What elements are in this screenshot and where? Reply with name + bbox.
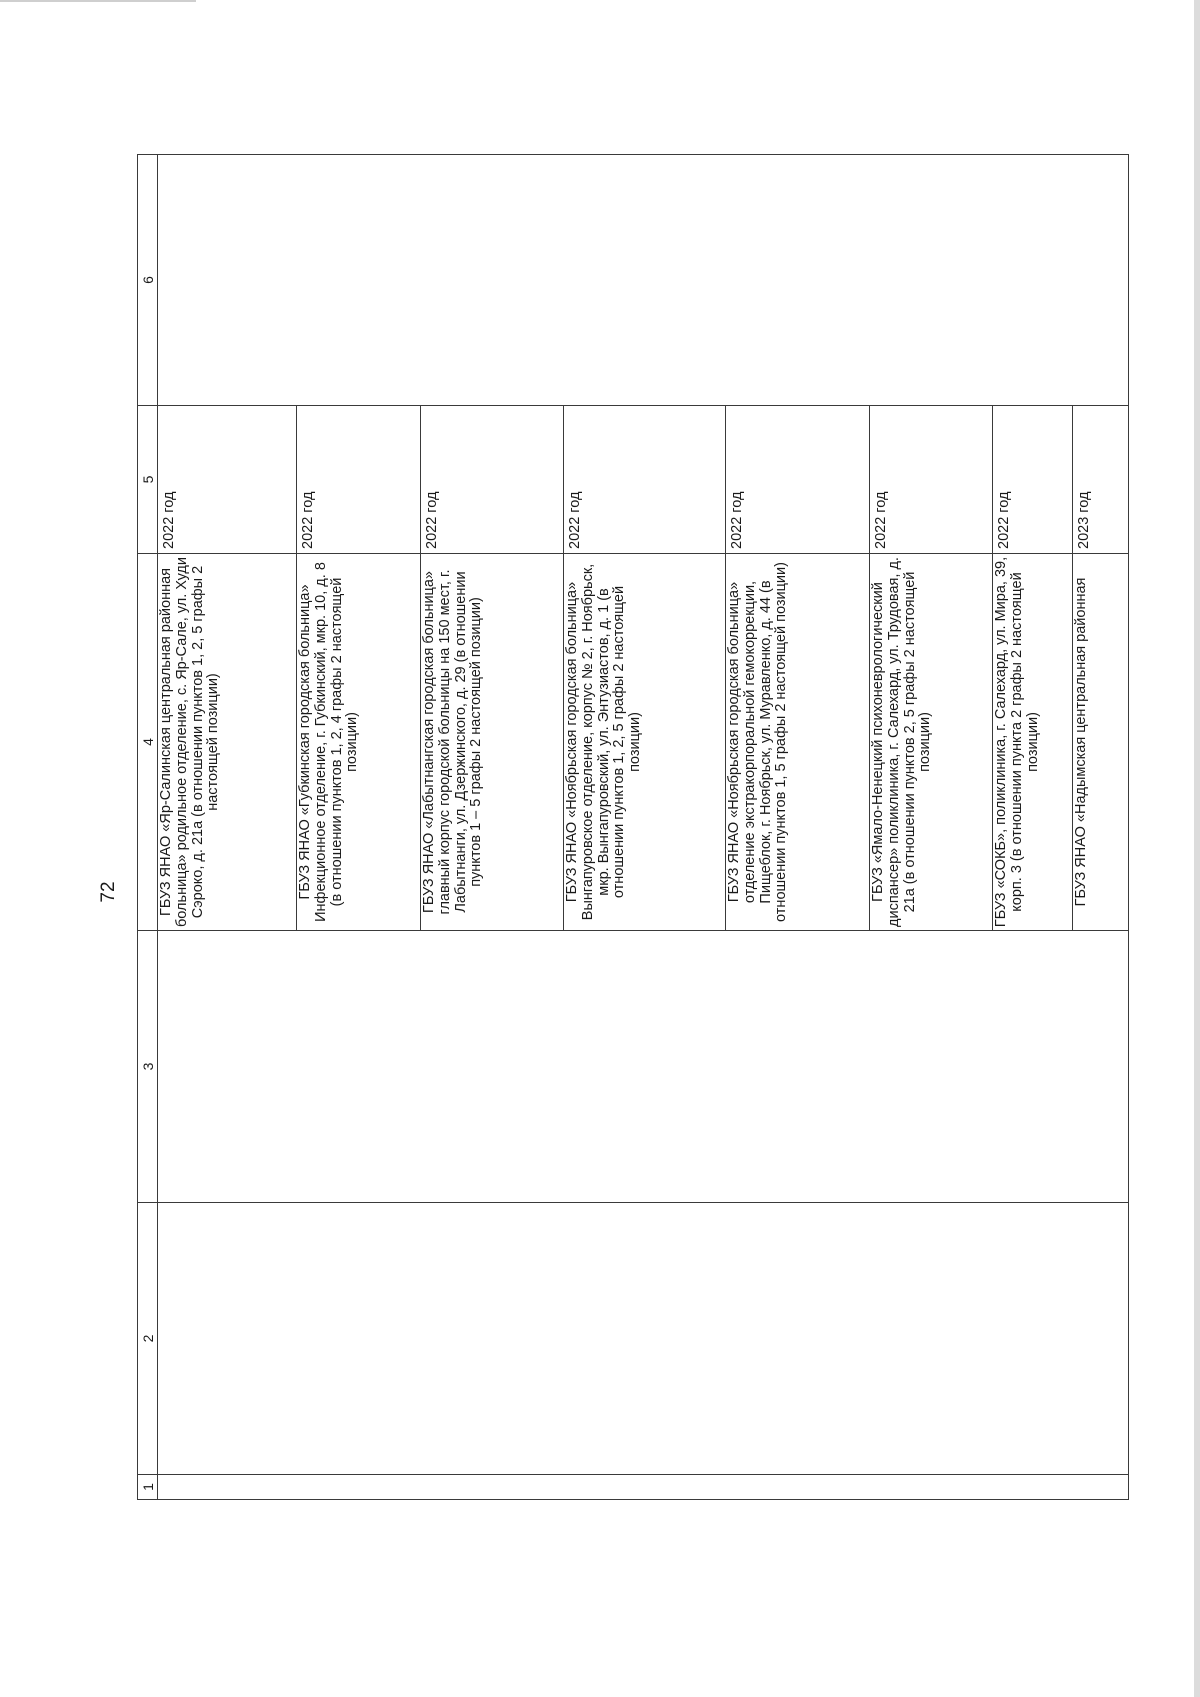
column-header-1: 1 <box>138 1475 158 1500</box>
scan-right-edge <box>1194 0 1200 1697</box>
year-cell: 2022 год <box>421 406 564 554</box>
column-header-3: 3 <box>138 931 158 1203</box>
facility-cell: ГБУЗ «Ямало-Ненецкий психоневрологический диспансер» поликлиника, г. Салехард, ул. Трудовая, д. 21а (в отношении пунктов 2, 5 графы 2 настоящей позиции) <box>870 554 993 931</box>
year-cell: 2022 год <box>993 406 1073 554</box>
facilities-table <box>137 154 1129 1500</box>
scan-top-line <box>0 0 196 2</box>
table-header-row <box>138 155 158 1500</box>
cell-col2 <box>158 1203 1129 1475</box>
rotated-table-wrapper <box>137 155 1127 1500</box>
column-header-4: 4 <box>138 554 158 931</box>
year-cell: 2022 год <box>564 406 726 554</box>
facility-cell: ГБУЗ ЯНАО «Губкинская городская больница» Инфекционное отделение, г. Губкинский, мкр. 10, д. 8 (в отношении пунктов 1, 2, 4 графы 2 настоящей позиции) <box>297 554 421 931</box>
cell-col1 <box>158 1475 1129 1500</box>
year-cell: 2022 год <box>297 406 421 554</box>
table-row <box>158 155 297 1500</box>
year-cell: 2022 год <box>158 406 297 554</box>
cell-col3 <box>158 931 1129 1203</box>
facility-cell: ГБУЗ «СОКБ», поликлиника, г. Салехард, ул. Мира, 39, корп. 3 (в отношении пункта 2 графы 2 настоящей позиции) <box>993 554 1073 931</box>
column-header-5: 5 <box>138 406 158 554</box>
facility-cell: ГБУЗ ЯНАО «Надымская центральная районная <box>1073 554 1129 931</box>
year-cell: 2022 год <box>726 406 870 554</box>
facility-cell: ГБУЗ ЯНАО «Лабытнангская городская больница» главный корпус городской больницы на 150 мест, г. Лабытнанги, ул. Дзержинского, д. 29 (в отношении пунктов 1 – 5 графы 2 настоящей позиции) <box>421 554 564 931</box>
year-cell: 2023 год <box>1073 406 1129 554</box>
column-header-6: 6 <box>138 155 158 406</box>
cell-col6 <box>158 155 1129 406</box>
column-header-2: 2 <box>138 1203 158 1475</box>
facility-cell: ГБУЗ ЯНАО «Яр-Салинская центральная районная больница» родильное отделение, с. Яр-Сале, ул. Худи Сэроко, д. 21а (в отношении пунктов 1, 2, 5 графы 2 настоящей позиции) <box>158 554 297 931</box>
year-cell: 2022 год <box>870 406 993 554</box>
facility-cell: ГБУЗ ЯНАО «Ноябрьская городская больница» Вынгапуровское отделение, корпус № 2, г. Ноябрьск, мкр. Вынгапуровский, ул. Энтузиастов, д. 1 (в отношении пунктов 1, 2, 5 графы 2 настоящей позиции) <box>564 554 726 931</box>
page-number: 72 <box>98 881 119 903</box>
facility-cell: ГБУЗ ЯНАО «Ноябрьская городская больница» отделение экстракорпоральной гемокоррекции, Пищеблок, г. Ноябрьск, ул. Муравленко, д. 44 (в отношении пунктов 1, 5 графы 2 настоящей позиции) <box>726 554 870 931</box>
